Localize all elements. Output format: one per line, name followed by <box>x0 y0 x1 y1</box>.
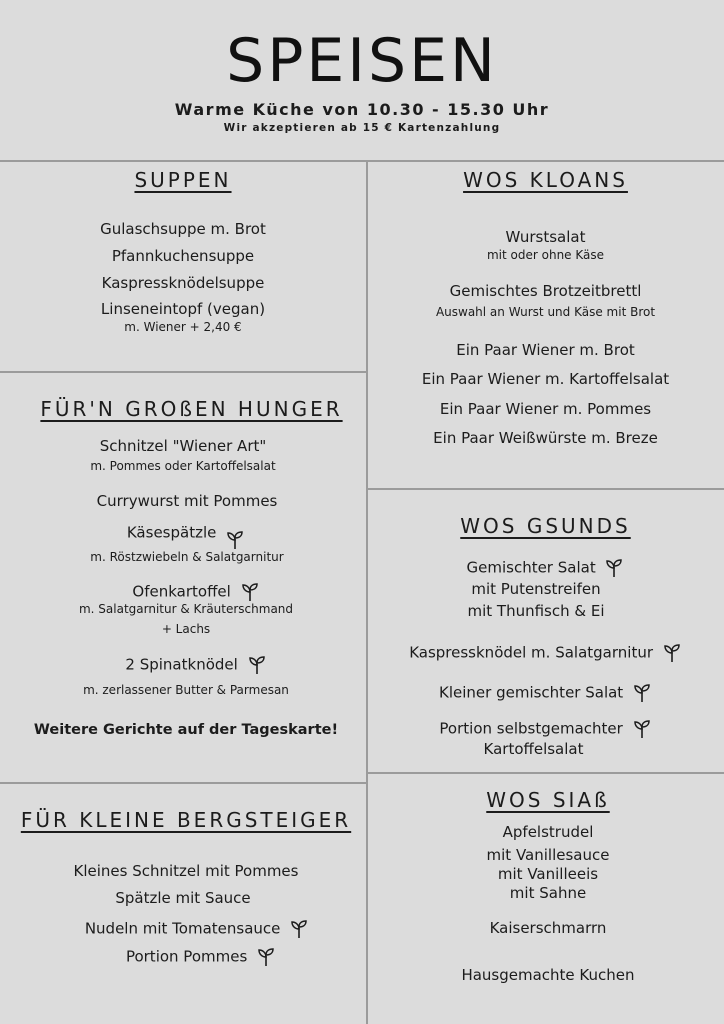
section-title: WOS KLOANS <box>463 168 628 192</box>
menu-item: Spätzle mit Sauce <box>115 889 251 907</box>
sprout-icon <box>289 919 309 939</box>
menu-option: mit Vanilleeis <box>497 865 599 883</box>
item-label: Ofenkartoffel <box>132 582 231 601</box>
item-label: Kleiner gemischter Salat <box>439 683 624 702</box>
section-title: FÜR'N GROßEN HUNGER <box>40 397 343 421</box>
menu-option: mit Sahne <box>509 884 587 902</box>
divider <box>0 371 367 373</box>
menu-item <box>0 516 372 550</box>
item-note: m. zerlassener Butter & Parmesan <box>83 683 289 697</box>
menu-header <box>0 0 724 160</box>
menu-item: Pfannkuchensuppe <box>111 247 255 265</box>
sprout-icon <box>240 582 260 602</box>
sprout-icon <box>662 643 682 663</box>
tageskarte-note: Weitere Gerichte auf der Tageskarte! <box>33 722 339 738</box>
menu-item: Gulaschsuppe m. Brot <box>100 220 266 238</box>
menu-item: Ein Paar Wiener m. Pommes <box>439 400 652 418</box>
divider <box>0 782 367 784</box>
menu-option: mit Thunfisch & Ei <box>467 602 605 620</box>
section-title: SUPPEN <box>134 168 232 192</box>
menu-item: Ein Paar Weißwürste m. Breze <box>433 429 658 447</box>
section-title: WOS SIAß <box>486 788 610 812</box>
item-label: Portion Pommes <box>125 947 248 966</box>
menu-item: Ein Paar Wiener m. Brot <box>456 341 635 359</box>
divider <box>367 772 724 774</box>
item-note: m. Salatgarnitur & Kräuterschmand <box>78 602 294 616</box>
opening-hours: Warme Küche von 10.30 - 15.30 Uhr <box>174 100 550 119</box>
menu-item: Schnitzel "Wiener Art" <box>99 437 267 455</box>
sprout-icon <box>632 683 652 703</box>
menu-item: Linseneintopf (vegan) <box>100 300 266 318</box>
item-label: Gemischter Salat <box>466 558 596 577</box>
menu-item: Kaiserschmarrn <box>489 919 607 937</box>
item-label: Portion selbstgemachter <box>439 719 623 738</box>
sprout-icon <box>256 947 276 967</box>
payment-note: Wir akzeptieren ab 15 € Kartenzahlung <box>223 122 501 134</box>
menu-item <box>0 919 394 939</box>
item-note: m. Wiener + 2,40 € <box>124 320 242 334</box>
item-label: Nudeln mit Tomatensauce <box>84 919 281 938</box>
sprout-icon <box>604 558 624 578</box>
section-title: FÜR KLEINE BERGSTEIGER <box>20 808 352 832</box>
menu-item: Hausgemachte Kuchen <box>461 966 635 984</box>
menu-item: Wurstsalat <box>505 228 586 246</box>
divider <box>367 488 724 490</box>
section-title: WOS GSUNDS <box>460 514 631 538</box>
menu-item: Gemischtes Brotzeitbrettl <box>449 282 642 300</box>
menu-item: Ein Paar Wiener m. Kartoffelsalat <box>421 370 670 388</box>
menu-item <box>0 947 402 967</box>
menu-item <box>367 683 724 703</box>
menu-item <box>367 643 724 663</box>
menu-item: Kleines Schnitzel mit Pommes <box>73 862 299 880</box>
menu-item: Apfelstrudel <box>502 823 594 841</box>
item-label: 2 Spinatknödel <box>125 655 238 674</box>
item-label: Kaspressknödel m. Salatgarnitur <box>409 643 654 662</box>
menu-item: Kaspressknödelsuppe <box>101 274 265 292</box>
sprout-icon <box>247 655 267 675</box>
page-title: SPEISEN <box>226 26 498 96</box>
item-label: Käsespätzle <box>126 523 217 542</box>
menu-item-continued: Kartoffelsalat <box>483 740 584 758</box>
item-note: m. Röstzwiebeln & Salatgarnitur <box>90 550 284 564</box>
sprout-icon <box>225 530 245 550</box>
menu-option: mit Putenstreifen <box>471 580 601 598</box>
menu-item <box>367 558 724 578</box>
sprout-icon <box>632 719 652 739</box>
item-note: m. Pommes oder Kartoffelsalat <box>90 459 276 473</box>
menu-item <box>0 655 392 675</box>
item-note: Auswahl an Wurst und Käse mit Brot <box>435 305 656 319</box>
item-note: mit oder ohne Käse <box>486 248 605 262</box>
menu-item: Currywurst mit Pommes <box>96 492 278 510</box>
divider <box>0 160 724 162</box>
item-note: + Lachs <box>161 622 211 636</box>
menu-item <box>367 719 724 739</box>
menu-option: mit Vanillesauce <box>486 846 610 864</box>
menu-item <box>0 582 392 602</box>
